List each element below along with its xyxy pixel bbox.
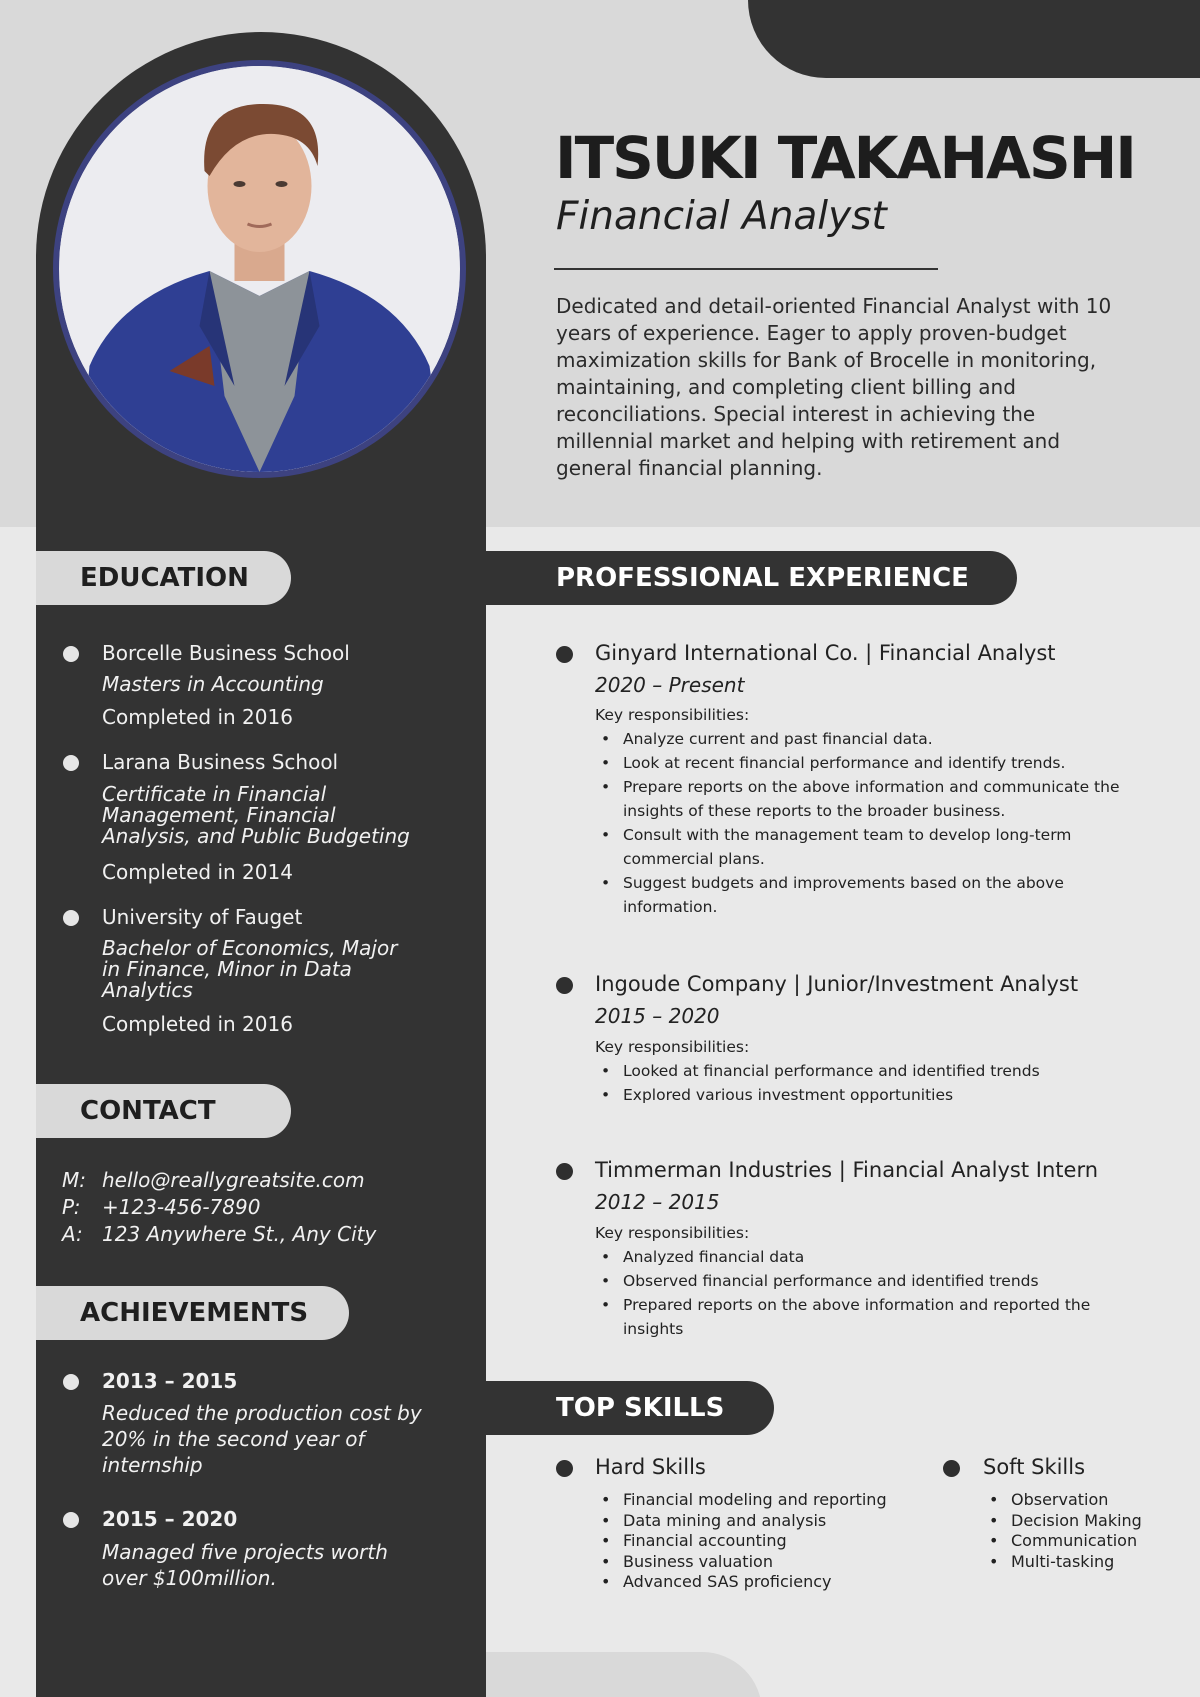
education-heading: EDUCATION [36, 551, 291, 605]
experience-bullet [556, 977, 573, 994]
soft-skills-list [989, 1490, 1142, 1572]
job-key-label: Key responsibilities: [595, 1038, 750, 1056]
list-item: • Observed financial performance and identified trends [601, 1269, 1141, 1293]
achievement-years: 2015 – 2020 [102, 1507, 238, 1531]
education-degree: Masters in Accounting [102, 672, 324, 696]
job-responsibilities [601, 1245, 1141, 1341]
hard-skills-title: Hard Skills [595, 1455, 706, 1479]
top-right-decoration [748, 0, 1200, 78]
job-responsibilities [601, 1059, 1141, 1107]
education-completed: Completed in 2014 [102, 860, 293, 884]
education-school: University of Fauget [102, 905, 303, 929]
job-years: 2020 – Present [595, 673, 745, 697]
job-years: 2015 – 2020 [595, 1004, 720, 1028]
job-key-label: Key responsibilities: [595, 706, 750, 724]
job-responsibilities [601, 727, 1141, 919]
list-item: • Observation [989, 1490, 1142, 1511]
achievement-bullet [63, 1374, 79, 1390]
education-bullet [63, 755, 79, 771]
soft-skills-title: Soft Skills [983, 1455, 1086, 1479]
experience-heading: PROFESSIONAL EXPERIENCE [486, 551, 1017, 605]
job-key-label: Key responsibilities: [595, 1224, 750, 1242]
contact-address: 123 Anywhere St., Any City [102, 1222, 377, 1246]
list-item: • Data mining and analysis [601, 1511, 887, 1532]
header-divider [554, 268, 938, 270]
profile-summary: Dedicated and detail-oriented Financial Analyst with 10 years of experience. Eager to apply proven-budget maximization skills for Bank of Brocelle in monitoring, maintaining, and completing client billing and reconciliations. Special interest in achieving the millennial market and helping with retirement and general financial planning. [556, 294, 1112, 480]
education-bullet [63, 910, 79, 926]
education-school: Borcelle Business School [102, 641, 350, 665]
list-item: • Multi-tasking [989, 1552, 1142, 1573]
job-years: 2012 – 2015 [595, 1190, 720, 1214]
list-item: • Looked at financial performance and identified trends [601, 1059, 1141, 1083]
list-item: • Communication [989, 1531, 1142, 1552]
experience-bullet [556, 1163, 573, 1180]
contact-label-mail: M: [62, 1168, 86, 1192]
achievements-heading: ACHIEVEMENTS [36, 1286, 349, 1340]
education-school: Larana Business School [102, 750, 339, 774]
contact-email[interactable]: hello@reallygreatsite.com [102, 1168, 365, 1192]
contact-heading: CONTACT [36, 1084, 291, 1138]
list-item: • Prepare reports on the above information and communicate the insights of these reports to the broader business. [601, 775, 1141, 823]
list-item: • Look at recent financial performance and identify trends. [601, 751, 1141, 775]
achievement-bullet [63, 1512, 79, 1528]
education-bullet [63, 646, 79, 662]
list-item: • Prepared reports on the above information and reported the insights [601, 1293, 1141, 1341]
education-degree: Bachelor of Economics, Major in Finance, Minor in Data Analytics [102, 936, 398, 1002]
contact-label-address: A: [62, 1222, 83, 1246]
job-title: Financial Analyst [556, 194, 887, 239]
job-title-company: Ginyard International Co. | Financial Analyst [595, 641, 1056, 665]
list-item: • Financial accounting [601, 1531, 887, 1552]
list-item: • Analyze current and past financial data. [601, 727, 1141, 751]
education-completed: Completed in 2016 [102, 1012, 293, 1036]
education-completed: Completed in 2016 [102, 705, 293, 729]
job-title-company: Ingoude Company | Junior/Investment Analyst [595, 972, 1079, 996]
achievement-text: Reduced the production cost by 20% in the second year of internship [102, 1401, 422, 1477]
hard-skills-list [601, 1490, 887, 1593]
candidate-name: ITSUKI TAKAHASHI [555, 124, 1135, 192]
list-item: • Suggest budgets and improvements based on the above information. [601, 871, 1141, 919]
achievement-years: 2013 – 2015 [102, 1369, 238, 1393]
experience-bullet [556, 646, 573, 663]
list-item: • Explored various investment opportunities [601, 1083, 1141, 1107]
list-item: • Decision Making [989, 1511, 1142, 1532]
profile-photo [53, 60, 466, 478]
job-title-company: Timmerman Industries | Financial Analyst Intern [595, 1158, 1099, 1182]
achievement-text: Managed five projects worth over $100million. [102, 1540, 388, 1590]
contact-phone[interactable]: +123-456-7890 [102, 1195, 261, 1219]
contact-label-phone: P: [62, 1195, 81, 1219]
list-item: • Business valuation [601, 1552, 887, 1573]
list-item: • Financial modeling and reporting [601, 1490, 887, 1511]
list-item: • Advanced SAS proficiency [601, 1572, 887, 1593]
skills-heading: TOP SKILLS [486, 1381, 774, 1435]
list-item: • Analyzed financial data [601, 1245, 1141, 1269]
list-item: • Consult with the management team to develop long-term commercial plans. [601, 823, 1141, 871]
skills-bullet [943, 1460, 960, 1477]
skills-bullet [556, 1460, 573, 1477]
education-degree: Certificate in Financial Management, Financial Analysis, and Public Budgeting [102, 782, 410, 848]
